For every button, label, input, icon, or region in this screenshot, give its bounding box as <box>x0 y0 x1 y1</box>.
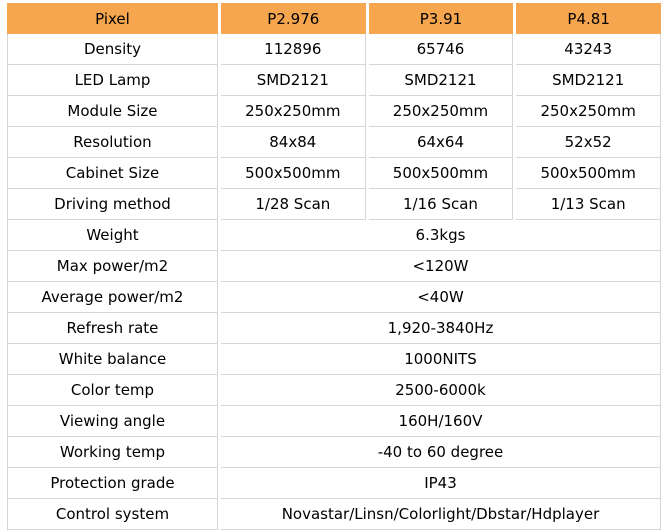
spec-table-body <box>7 3 661 530</box>
table-row <box>7 158 661 189</box>
row-value: 250x250mm <box>516 96 661 127</box>
table-row <box>7 344 661 375</box>
row-value: 250x250mm <box>369 96 514 127</box>
row-value: 500x500mm <box>516 158 661 189</box>
row-value-merged: IP43 <box>221 468 661 499</box>
row-label: Resolution <box>7 127 218 158</box>
table-row <box>7 499 661 530</box>
row-label: Max power/m2 <box>7 251 218 282</box>
table-row <box>7 251 661 282</box>
row-value: SMD2121 <box>221 65 366 96</box>
header-cell-p481: P4.81 <box>516 3 661 34</box>
table-row <box>7 437 661 468</box>
row-value-merged: 2500-6000k <box>221 375 661 406</box>
row-value: 112896 <box>221 34 366 65</box>
row-value: 64x64 <box>369 127 514 158</box>
row-label: Cabinet Size <box>7 158 218 189</box>
header-cell-p391: P3.91 <box>369 3 514 34</box>
row-value: 65746 <box>369 34 514 65</box>
row-label: White balance <box>7 344 218 375</box>
row-value: 1/28 Scan <box>221 189 366 220</box>
row-label: Refresh rate <box>7 313 218 344</box>
row-label: Protection grade <box>7 468 218 499</box>
header-cell-p2976: P2.976 <box>221 3 366 34</box>
row-value: 1/16 Scan <box>369 189 514 220</box>
row-value-merged: <120W <box>221 251 661 282</box>
row-label: Color temp <box>7 375 218 406</box>
table-row <box>7 313 661 344</box>
row-value: SMD2121 <box>516 65 661 96</box>
table-row <box>7 375 661 406</box>
row-label: Working temp <box>7 437 218 468</box>
row-value: 1/13 Scan <box>516 189 661 220</box>
row-value-merged: 160H/160V <box>221 406 661 437</box>
row-value: 84x84 <box>221 127 366 158</box>
row-value: 500x500mm <box>221 158 366 189</box>
row-label: Density <box>7 34 218 65</box>
row-label: Weight <box>7 220 218 251</box>
row-value-merged: 1000NITS <box>221 344 661 375</box>
row-value-merged: 1,920-3840Hz <box>221 313 661 344</box>
row-value-merged: <40W <box>221 282 661 313</box>
row-value: 43243 <box>516 34 661 65</box>
row-label: Average power/m2 <box>7 282 218 313</box>
row-label: Driving method <box>7 189 218 220</box>
row-value: SMD2121 <box>369 65 514 96</box>
row-value-merged: Novastar/Linsn/Colorlight/Dbstar/Hdplayer <box>221 499 661 530</box>
row-value: 52x52 <box>516 127 661 158</box>
header-cell-pixel: Pixel <box>7 3 218 34</box>
table-row <box>7 127 661 158</box>
table-row <box>7 34 661 65</box>
row-value-merged: -40 to 60 degree <box>221 437 661 468</box>
table-row <box>7 220 661 251</box>
table-row <box>7 282 661 313</box>
table-row <box>7 468 661 499</box>
row-label: Control system <box>7 499 218 530</box>
row-label: Module Size <box>7 96 218 127</box>
table-row <box>7 189 661 220</box>
table-row <box>7 96 661 127</box>
row-value: 250x250mm <box>221 96 366 127</box>
table-row <box>7 406 661 437</box>
header-row <box>7 3 661 34</box>
row-value: 500x500mm <box>369 158 514 189</box>
table-row <box>7 65 661 96</box>
led-spec-table <box>4 3 664 530</box>
row-label: LED Lamp <box>7 65 218 96</box>
row-label: Viewing angle <box>7 406 218 437</box>
row-value-merged: 6.3kgs <box>221 220 661 251</box>
